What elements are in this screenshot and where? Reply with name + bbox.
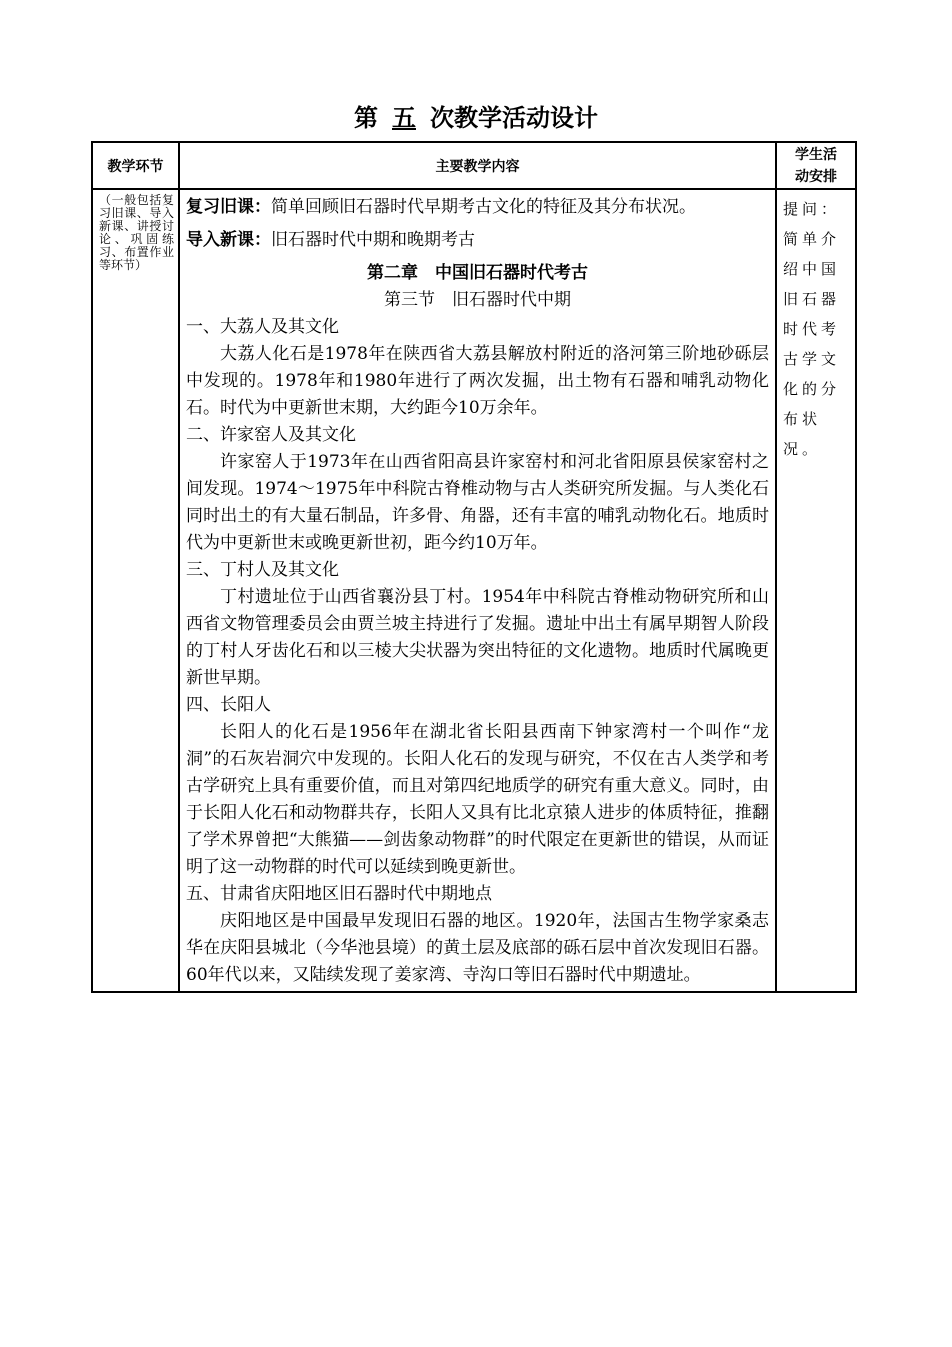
section-1-heading: 一、大荔人及其文化: [186, 317, 339, 337]
section-3-body: 丁村遗址位于山西省襄汾县丁村。1954年中科院古脊椎动物研究所和山西省文物管理委员会由贾兰坡主持进行了发掘。遗址中出土有属早期智人阶段的丁村人牙齿化石和以三棱大尖状器为突出特征的文化遗物。地质时代属晚更新世早期。: [186, 587, 769, 688]
section-heading: 第三节 旧石器时代中期: [384, 290, 571, 310]
intro-text: 旧石器时代中期和晚期考古: [271, 230, 475, 250]
section-2-heading: 二、许家窑人及其文化: [186, 425, 356, 445]
header-row: [92, 142, 856, 189]
header-student-activity-line1: 学生活: [795, 146, 837, 163]
header-student-activity-line2: 动安排: [795, 168, 837, 185]
header-main-content: 主要教学内容: [179, 142, 776, 189]
review-label: 复习旧课：: [186, 197, 271, 217]
content-row: [92, 189, 856, 992]
page-title: [0, 100, 952, 136]
section-3-heading: 三、丁村人及其文化: [186, 560, 339, 580]
section-5-body: 庆阳地区是中国最早发现旧石器的地区。1920年，法国古生物学家桑志华在庆阳县城北（今华池县境）的黄土层及底部的砾石层中首次发现旧石器。60年代以来，又陆续发现了姜家湾、寺沟口等旧石器时代中期遗址。: [186, 911, 769, 985]
header-teaching-stage: 教学环节: [92, 142, 179, 189]
review-paragraph: [186, 194, 769, 221]
section-2-body: 许家窑人于1973年在山西省阳高县许家窑村和河北省阳原县侯家窑村之间发现。1974～1975年中科院古脊椎动物与古人类研究所发掘。与人类化石同时出土的有大量石制品，许多骨、角器，还有丰富的哺乳动物化石。地质时代为中更新世末或晚更新世初，距今约10万年。: [186, 452, 769, 553]
title-number: 五: [392, 104, 416, 132]
title-prefix: 第: [354, 104, 378, 132]
stage-note: （一般包括复习旧课、导入新课、讲授讨论、巩固练习、布置作业等环节）: [92, 189, 179, 992]
section-1-body: 大荔人化石是1978年在陕西省大荔县解放村附近的洛河第三阶地砂砾层中发现的。1978年和1980年进行了两次发掘，出土物有石器和哺乳动物化石。时代为中更新世末期，大约距今10万余年。: [186, 344, 769, 418]
header-student-activity: [776, 142, 856, 189]
intro-paragraph: [186, 227, 769, 254]
chapter-heading: 第二章 中国旧石器时代考古: [367, 263, 588, 283]
section-4-heading: 四、长阳人: [186, 695, 271, 715]
section-5-heading: 五、甘肃省庆阳地区旧石器时代中期地点: [186, 884, 492, 904]
student-activity-note: 提问：简单介绍中国旧石器时代考古学文化的分布状况。: [776, 189, 856, 992]
intro-label: 导入新课：: [186, 230, 271, 250]
title-suffix: 次教学活动设计: [430, 104, 598, 132]
review-text: 简单回顾旧石器时代早期考古文化的特征及其分布状况。: [271, 197, 696, 217]
section-4-body: 长阳人的化石是1956年在湖北省长阳县西南下钟家湾村一个叫作“龙洞”的石灰岩洞穴中发现的。长阳人化石的发现与研究，不仅在古人类学和考古学研究上具有重要价值，而且对第四纪地质学的研究有重大意义。同时，由于长阳人化石和动物群共存，长阳人又具有比北京猿人进步的体质特征，推翻了学术界曾把“大熊猫——剑齿象动物群”的时代限定在更新世的错误，从而证明了这一动物群的时代可以延续到晚更新世。: [186, 722, 769, 877]
main-content: [179, 189, 776, 992]
lesson-design-table: [91, 141, 857, 993]
